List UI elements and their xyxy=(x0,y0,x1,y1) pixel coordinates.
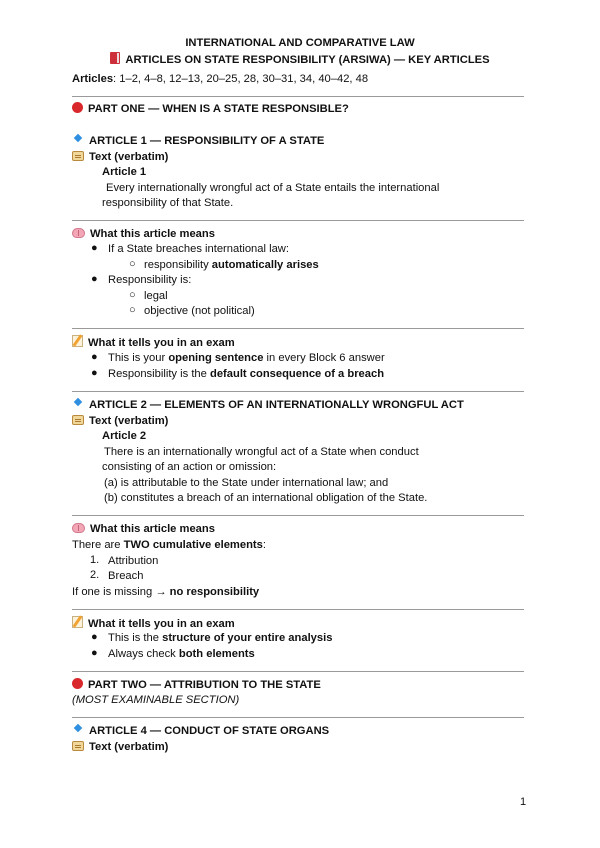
article2-heading: ARTICLE 2 — ELEMENTS OF AN INTERNATIONALLY WRONGFUL ACT xyxy=(72,398,528,414)
divider xyxy=(72,515,524,516)
article2-exam-bullet2: Always check both elements xyxy=(108,648,255,660)
article2-text-label: Text (verbatim) xyxy=(72,414,528,430)
part-two-heading: PART TWO — ATTRIBUTION TO THE STATE xyxy=(72,678,528,694)
bullet-circle: ○ xyxy=(129,289,136,301)
divider xyxy=(72,328,524,329)
article1-means-bullet1: If a State breaches international law: xyxy=(108,243,289,255)
article1-body-line2: responsibility of that State. xyxy=(102,197,234,209)
divider xyxy=(72,391,524,392)
brain-icon xyxy=(72,228,85,238)
red-circle-icon xyxy=(72,102,83,113)
article2-means-heading: What this article means xyxy=(72,522,528,538)
red-book-icon xyxy=(110,52,120,64)
bullet-dot: ● xyxy=(91,647,98,659)
articles-label: Articles xyxy=(72,73,114,85)
article1-heading: ARTICLE 1 — RESPONSIBILITY OF A STATE xyxy=(72,134,528,150)
articles-list-line xyxy=(72,72,528,88)
article2-means-item2: Breach xyxy=(108,570,144,582)
article2-body-line1: There is an internationally wrongful act of a State when conduct xyxy=(104,446,419,458)
article2-means-missing: If one is missing → no responsibility xyxy=(72,586,260,598)
bullet-dot: ● xyxy=(91,631,98,643)
article2-means-intro: There are TWO cumulative elements: xyxy=(72,539,266,551)
article4-heading: ARTICLE 4 — CONDUCT OF STATE ORGANS xyxy=(72,724,528,740)
article2-body-line2: consisting of an action or omission: xyxy=(102,461,277,473)
article1-exam-bullet1: This is your opening sentence in every Block 6 answer xyxy=(108,352,385,364)
divider xyxy=(72,717,524,718)
article1-means-bullet2: Responsibility is: xyxy=(108,274,192,286)
divider xyxy=(72,671,524,672)
article1-exam-bullet2: Responsibility is the default consequence of a breach xyxy=(108,368,385,380)
article4-text-label: Text (verbatim) xyxy=(72,740,528,756)
blue-diamond-icon xyxy=(74,398,82,406)
article2-name: Article 2 xyxy=(102,430,147,442)
course-title: INTERNATIONAL AND COMPARATIVE LAW xyxy=(185,37,415,49)
article1-means-sub3: objective (not political) xyxy=(144,305,255,317)
bullet-dot: ● xyxy=(91,242,98,254)
bullet-dot: ● xyxy=(91,273,98,285)
divider xyxy=(72,96,524,97)
scroll-icon xyxy=(72,415,84,425)
divider xyxy=(72,220,524,221)
bullet-circle: ○ xyxy=(129,304,136,316)
articles-list: : 1–2, 4–8, 12–13, 20–25, 28, 30–31, 34, 40–42, 48 xyxy=(113,73,369,85)
blue-diamond-icon xyxy=(74,134,82,142)
list-number: 2. xyxy=(90,569,100,581)
scroll-icon xyxy=(72,741,84,751)
article1-means-heading: What this article means xyxy=(72,227,528,243)
part-two-subheading: (MOST EXAMINABLE SECTION) xyxy=(72,694,240,706)
article2-body-line3: (a) is attributable to the State under international law; and xyxy=(104,477,389,489)
scroll-icon xyxy=(72,151,84,161)
article1-name: Article 1 xyxy=(102,166,147,178)
brain-icon xyxy=(72,523,85,533)
article1-exam-heading: What it tells you in an exam xyxy=(72,335,528,352)
bullet-dot: ● xyxy=(91,367,98,379)
list-number: 1. xyxy=(90,554,100,566)
article2-means-item1: Attribution xyxy=(108,555,159,567)
article2-exam-bullet1: This is the structure of your entire analysis xyxy=(108,632,333,644)
red-circle-icon xyxy=(72,678,83,689)
article1-text-label: Text (verbatim) xyxy=(72,150,528,166)
blue-diamond-icon xyxy=(74,724,82,732)
bullet-dot: ● xyxy=(91,351,98,363)
bullet-circle: ○ xyxy=(129,258,136,270)
memo-icon xyxy=(72,616,83,628)
article2-exam-heading: What it tells you in an exam xyxy=(72,616,528,633)
article1-means-sub2: legal xyxy=(144,290,168,302)
divider xyxy=(72,609,524,610)
article1-means-sub1: responsibility automatically arises xyxy=(144,259,319,271)
article2-body-line4: (b) constitutes a breach of an international obligation of the State. xyxy=(104,492,428,504)
memo-icon xyxy=(72,335,83,347)
article1-body-line1: Every internationally wrongful act of a State entails the international xyxy=(106,182,440,194)
page-number: 1 xyxy=(520,796,527,808)
part-one-heading: PART ONE — WHEN IS A STATE RESPONSIBLE? xyxy=(72,102,528,118)
document-title: ARTICLES ON STATE RESPONSIBILITY (ARSIWA) — KEY ARTICLES xyxy=(72,52,528,69)
